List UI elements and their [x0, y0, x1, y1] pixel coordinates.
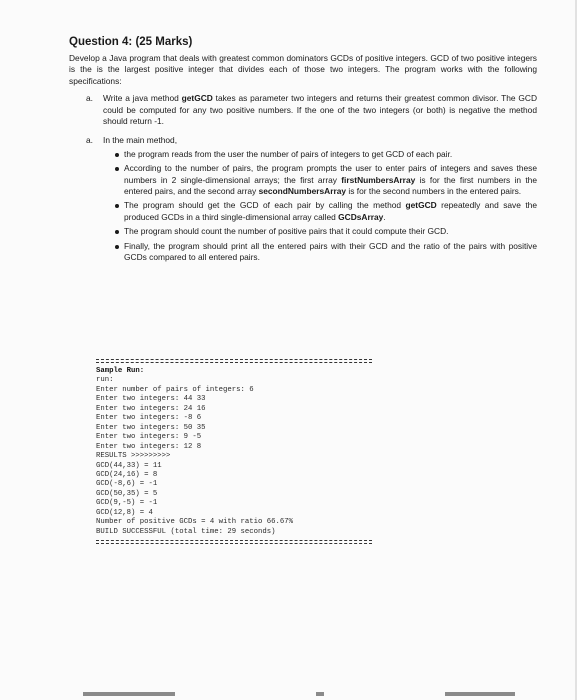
cut-off-text-fragment [83, 692, 175, 696]
text-run: the program reads from the user the number of pairs of integers to get GCD of each pair. [124, 148, 453, 159]
console-line: GCD(24,16) = 8 [96, 470, 158, 479]
item-a-marker: a. [86, 93, 93, 104]
bullet-icon [115, 153, 119, 157]
console-line: Enter two integers: 9 -5 [96, 433, 202, 442]
item-b-marker: a. [86, 135, 93, 146]
text-run: repeatedly and save the produced GCDs in a third single-dimensional array called [124, 200, 537, 222]
console-line: GCD(9,-5) = -1 [96, 499, 158, 508]
method-name: getGCD [405, 200, 437, 211]
bullet-icon [115, 204, 119, 208]
console-line: GCD(12,8) = 4 [96, 508, 153, 517]
console-line: run: [96, 376, 114, 385]
list-item [115, 200, 537, 223]
cut-off-text-fragment [445, 692, 515, 696]
text-run: Write a java method [103, 93, 182, 104]
console-line: RESULTS >>>>>>>>> [96, 452, 171, 461]
console-line: Enter number of pairs of integers: 6 [96, 385, 254, 394]
list-item [115, 226, 537, 237]
list-item [115, 241, 537, 264]
item-a [69, 93, 537, 127]
text-run: is for the second numbers in the entered pairs. [346, 186, 522, 197]
text-run: Finally, the program should print all the entered pairs with their GCD and the ratio of the pairs with positive GCDs compared to all entered pairs. [124, 240, 537, 263]
sample-run-box [96, 356, 372, 548]
array-name: secondNumbersArray [258, 186, 347, 197]
bullet-icon [115, 245, 119, 249]
bottom-divider [96, 540, 372, 544]
bullet-icon [115, 167, 119, 171]
array-name: GCDsArray [338, 211, 384, 222]
question-intro: Develop a Java program that deals with greatest common dominators GCDs of positive integers. GCD of two positive integers is the is the largest positive integer that divides each of those two integers. The program works with the following specifications: [69, 53, 537, 86]
console-line: BUILD SUCCESSFUL (total time: 29 seconds) [96, 527, 276, 536]
list-item [115, 163, 537, 197]
console-line: GCD(44,33) = 11 [96, 461, 162, 470]
console-line: Number of positive GCDs = 4 with ratio 66.67% [96, 518, 294, 527]
console-line: GCD(50,35) = 5 [96, 489, 158, 498]
console-line: Enter two integers: 24 16 [96, 404, 206, 413]
text-run: The program should get the GCD of each pair by calling the method [124, 200, 406, 211]
console-line: Enter two integers: -8 6 [96, 414, 202, 423]
item-b-text: In the main method, [103, 135, 178, 146]
bullet-icon [115, 230, 119, 234]
top-divider [96, 359, 372, 363]
requirements-list [69, 149, 537, 264]
cut-off-text-fragment [316, 692, 324, 696]
text-run: takes as parameter two integers and returns their greatest common divisor. The GCD could be computed for any two positive numbers. If the one of the two integers (or both) is negative the method should return -1. [103, 93, 537, 127]
text-run: . [383, 211, 386, 222]
sample-run-label: Sample Run: [96, 367, 145, 375]
console-line: Enter two integers: 44 33 [96, 395, 206, 404]
item-a-text [103, 93, 537, 127]
text-run: is for the first numbers in the entered pairs, and the second array [124, 174, 537, 197]
console-line: Enter two integers: 50 35 [96, 423, 206, 432]
question-heading: Question 4: (25 Marks) [69, 36, 193, 48]
method-name: getGCD [181, 93, 213, 104]
console-line: GCD(-8,6) = -1 [96, 480, 158, 489]
array-name: firstNumbersArray [341, 174, 416, 185]
text-run: According to the number of pairs, the program prompts the user to enter pairs of integers and saves these numbers in 2 single-dimensional arrays; the first array [124, 163, 537, 185]
document-page [69, 36, 537, 267]
text-run: The program should count the number of positive pairs that it could compute their GCD. [124, 226, 449, 237]
item-b [69, 135, 537, 146]
console-line: Enter two integers: 12 8 [96, 442, 202, 451]
list-item [115, 149, 537, 160]
